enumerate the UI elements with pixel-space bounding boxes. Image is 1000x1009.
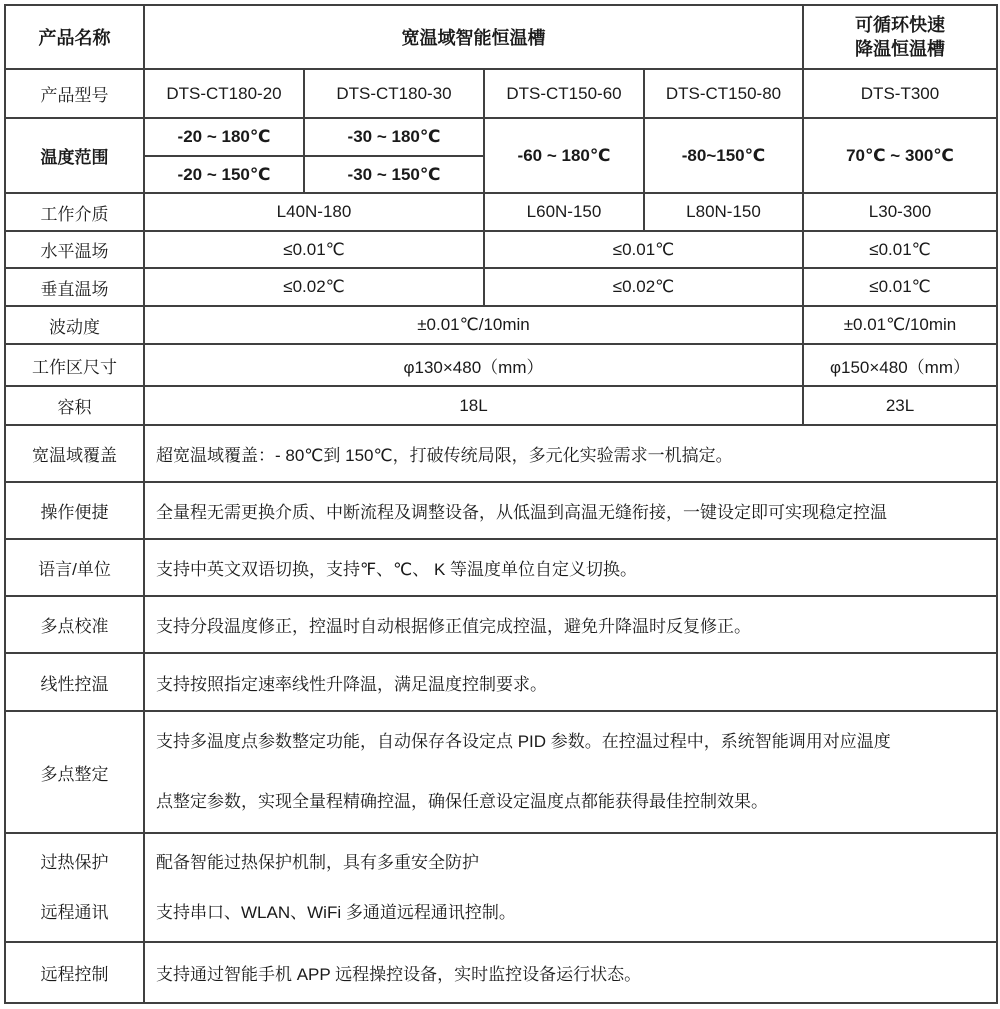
table-row-product-name: [5, 5, 997, 69]
product-name-label: 产品名称: [5, 5, 144, 69]
fluctuation-value: ±0.01℃/10min: [144, 306, 803, 344]
feature-language-unit-text: 支持中英文双语切换，支持℉、℃、 K 等温度单位自定义切换。: [144, 539, 997, 596]
table-row-model: [5, 69, 997, 118]
table-row-feature-easy-operation: [5, 482, 997, 539]
product-spec-table: [4, 4, 998, 1004]
table-row-temp-range-top: [5, 118, 997, 156]
remote-comm-label: 远程通讯: [40, 902, 109, 922]
overheat-protection-text: 配备智能过热保护机制，具有多重安全防护: [156, 852, 479, 872]
feature-linear-control-label: 线性控温: [5, 653, 144, 711]
horizontal-field-value: ≤0.01℃: [144, 231, 484, 268]
temp-range-value: -60 ~ 180℃: [484, 118, 644, 193]
multi-point-tuning-label: 多点整定: [5, 711, 144, 833]
temp-range-label: 温度范围: [5, 118, 144, 193]
temp-range-value: 70℃ ~ 300℃: [803, 118, 997, 193]
temp-range-value: -80~150℃: [644, 118, 803, 193]
table-row-volume: [5, 386, 997, 425]
feature-easy-operation-text: 全量程无需更换介质、中断流程及调整设备，从低温到高温无缝衔接，一键设定即可实现稳定控温: [144, 482, 997, 539]
fluctuation-value: ±0.01℃/10min: [803, 306, 997, 344]
model-value: DTS-CT180-30: [304, 69, 484, 118]
work-zone-label: 工作区尺寸: [5, 344, 144, 386]
vertical-field-label: 垂直温场: [5, 268, 144, 306]
multi-point-tuning-text-line1: 支持多温度点参数整定功能，自动保存各设定点 PID 参数。在控温过程中，系统智能调用对应温度: [156, 732, 891, 751]
horizontal-field-label: 水平温场: [5, 231, 144, 268]
table-row-remote-control: [5, 942, 997, 1003]
horizontal-field-value: ≤0.01℃: [803, 231, 997, 268]
remote-control-label: 远程控制: [5, 942, 144, 1003]
feature-easy-operation-label: 操作便捷: [5, 482, 144, 539]
model-value: DTS-CT150-80: [644, 69, 803, 118]
temp-range-value: -20 ~ 150℃: [144, 156, 304, 193]
table-row-feature-multi-point-calibration: [5, 596, 997, 653]
remote-control-text: 支持通过智能手机 APP 远程操控设备，实时监控设备运行状态。: [144, 942, 997, 1003]
feature-wide-range-text: 超宽温域覆盖：- 80℃到 150℃，打破传统局限，多元化实验需求一机搞定。: [144, 425, 997, 482]
model-value: DTS-CT150-60: [484, 69, 644, 118]
temp-range-value: -20 ~ 180℃: [144, 118, 304, 156]
volume-value: 23L: [803, 386, 997, 425]
feature-linear-control-text: 支持按照指定速率线性升降温，满足温度控制要求。: [144, 653, 997, 711]
table-row-fluctuation: [5, 306, 997, 344]
multi-point-tuning-text-line2: 点整定参数，实现全量程精确控温，确保任意设定温度点都能获得最佳控制效果。: [156, 792, 768, 811]
feature-language-unit-label: 语言/单位: [5, 539, 144, 596]
volume-label: 容积: [5, 386, 144, 425]
medium-value: L60N-150: [484, 193, 644, 231]
table-row-protection-comm: [5, 833, 997, 942]
table-row-vertical-field: [5, 268, 997, 306]
protection-comm-labels: [5, 833, 144, 942]
horizontal-field-value: ≤0.01℃: [484, 231, 803, 268]
table-row-horizontal-field: [5, 231, 997, 268]
protection-comm-texts: [144, 833, 997, 942]
right-series-title: [803, 5, 997, 69]
medium-value: L80N-150: [644, 193, 803, 231]
right-series-title-line1: 可循环快速: [855, 15, 945, 35]
medium-value: L40N-180: [144, 193, 484, 231]
model-value: DTS-T300: [803, 69, 997, 118]
table-row-feature-linear-control: [5, 653, 997, 711]
vertical-field-value: ≤0.02℃: [484, 268, 803, 306]
vertical-field-value: ≤0.01℃: [803, 268, 997, 306]
temp-range-value: -30 ~ 150℃: [304, 156, 484, 193]
feature-wide-range-label: 宽温域覆盖: [5, 425, 144, 482]
temp-range-value: -30 ~ 180℃: [304, 118, 484, 156]
volume-value: 18L: [144, 386, 803, 425]
right-series-title-line2: 降温恒温槽: [855, 39, 945, 59]
model-value: DTS-CT180-20: [144, 69, 304, 118]
remote-comm-text: 支持串口、WLAN、WiFi 多通道远程通讯控制。: [156, 902, 516, 922]
table-row-work-zone: [5, 344, 997, 386]
overheat-protection-label: 过热保护: [40, 852, 109, 872]
wide-series-title: 宽温域智能恒温槽: [144, 5, 803, 69]
table-row-feature-language-unit: [5, 539, 997, 596]
work-zone-value: φ130×480（mm）: [144, 344, 803, 386]
feature-multi-point-calibration-text: 支持分段温度修正，控温时自动根据修正值完成控温，避免升降温时反复修正。: [144, 596, 997, 653]
fluctuation-label: 波动度: [5, 306, 144, 344]
vertical-field-value: ≤0.02℃: [144, 268, 484, 306]
table-row-feature-wide-range: [5, 425, 997, 482]
model-label: 产品型号: [5, 69, 144, 118]
medium-value: L30-300: [803, 193, 997, 231]
medium-label: 工作介质: [5, 193, 144, 231]
feature-multi-point-calibration-label: 多点校准: [5, 596, 144, 653]
multi-point-tuning-text: [144, 711, 997, 833]
work-zone-value: φ150×480（mm）: [803, 344, 997, 386]
table-row-medium: [5, 193, 997, 231]
table-row-multi-point-tuning: [5, 711, 997, 833]
